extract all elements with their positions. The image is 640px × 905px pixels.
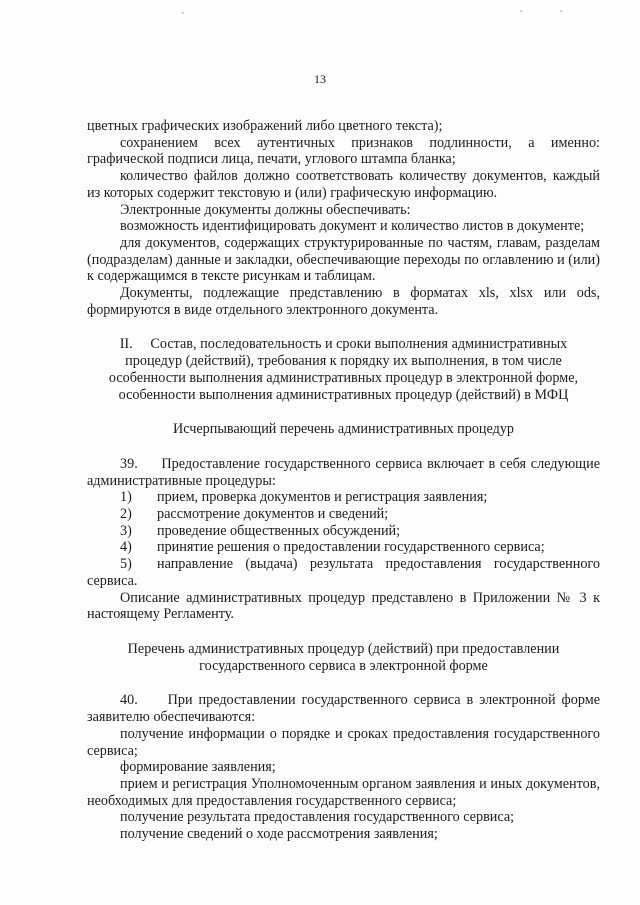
paragraph: сохранением всех аутентичных признаков подлинности, а именно: графической подписи лица, печати, углового штампа бланка; bbox=[87, 134, 600, 168]
subheading-line: Перечень административных процедур (действий) при предоставлении bbox=[127, 640, 560, 657]
list-item-number: 5) bbox=[120, 556, 132, 573]
paragraph: получение результата предоставления государственного сервиса; bbox=[120, 809, 515, 826]
list-item-text: прием, проверка документов и регистрация заявления; bbox=[157, 489, 488, 506]
paragraph: прием и регистрация Уполномоченным органом заявления и иных документов, необходимых для предоставления государственного сервиса; bbox=[87, 775, 600, 809]
section-heading-line: особенности выполнения административных процедур (действий) в МФЦ bbox=[118, 386, 569, 403]
scan-speck bbox=[520, 10, 522, 12]
paragraph: Документы, подлежащие представлению в форматах xls, xlsx или ods, формируются в виде отдельного электронного документа. bbox=[87, 285, 600, 318]
list-item bbox=[120, 489, 600, 506]
section-heading-line: II. Состав, последовательность и сроки выполнения административных bbox=[119, 336, 568, 353]
paragraph: возможность идентифицировать документ и количество листов в документе; bbox=[120, 218, 585, 235]
list-item bbox=[87, 556, 600, 589]
page-number: 13 bbox=[314, 72, 326, 86]
list-item-text: рассмотрение документов и сведений; bbox=[157, 506, 389, 523]
clause-40-intro: 40. При предоставлении государственного сервиса в электронной форме заявителю обеспечиваются: bbox=[87, 692, 604, 726]
paragraph: цветных графических изображений либо цветного текста); bbox=[87, 118, 443, 134]
list-item-text: направление (выдача) результата предоставления государственного сервиса. bbox=[87, 556, 600, 589]
list-item-text: принятие решения о предоставлении государственного сервиса; bbox=[157, 539, 545, 556]
list-item bbox=[120, 523, 600, 540]
clause-39-intro: 39. Предоставление государственного сервиса включает в себя следующие административные процедуры: bbox=[87, 455, 604, 489]
paragraph: Электронные документы должны обеспечивать: bbox=[120, 201, 411, 218]
list-item-number: 1) bbox=[120, 489, 132, 506]
paragraph: получение информации о порядке и сроках предоставления государственного сервиса; bbox=[87, 725, 600, 759]
list-item-number: 4) bbox=[120, 539, 132, 556]
paragraph: формирование заявления; bbox=[120, 759, 276, 776]
scan-speck bbox=[182, 12, 184, 14]
paragraph: получение сведений о ходе рассмотрения заявления; bbox=[120, 826, 438, 843]
list-item-number: 3) bbox=[120, 522, 132, 539]
scan-speck bbox=[560, 10, 562, 12]
list-item bbox=[120, 506, 600, 523]
document-body bbox=[87, 118, 604, 843]
paragraph: количество файлов должно соответствовать количеству документов, каждый из которых содержит текстовую и (или) графическую информацию. bbox=[87, 168, 600, 201]
paragraph: для документов, содержащих структурированные по частям, главам, разделам (подразделам) данные и закладки, обеспечивающие переходы по оглавлению и (или) к содержащимся в тексте рисункам и таблицам. bbox=[87, 234, 600, 285]
list-item-number: 2) bbox=[120, 506, 132, 523]
list-item bbox=[120, 539, 600, 556]
section-heading-line: процедур (действий), требования к порядку их выполнения, в том числе bbox=[125, 353, 562, 370]
subheading: Исчерпывающий перечень административных процедур bbox=[172, 421, 515, 438]
list-item-text: проведение общественных обсуждений; bbox=[157, 522, 401, 539]
subheading-line: государственного сервиса в электронной форме bbox=[199, 657, 488, 674]
paragraph: Описание административных процедур представлено в Приложении № 3 к настоящему Регламенту. bbox=[87, 589, 600, 623]
section-heading-line: особенности выполнения административных процедур в электронной форме, bbox=[108, 369, 579, 386]
